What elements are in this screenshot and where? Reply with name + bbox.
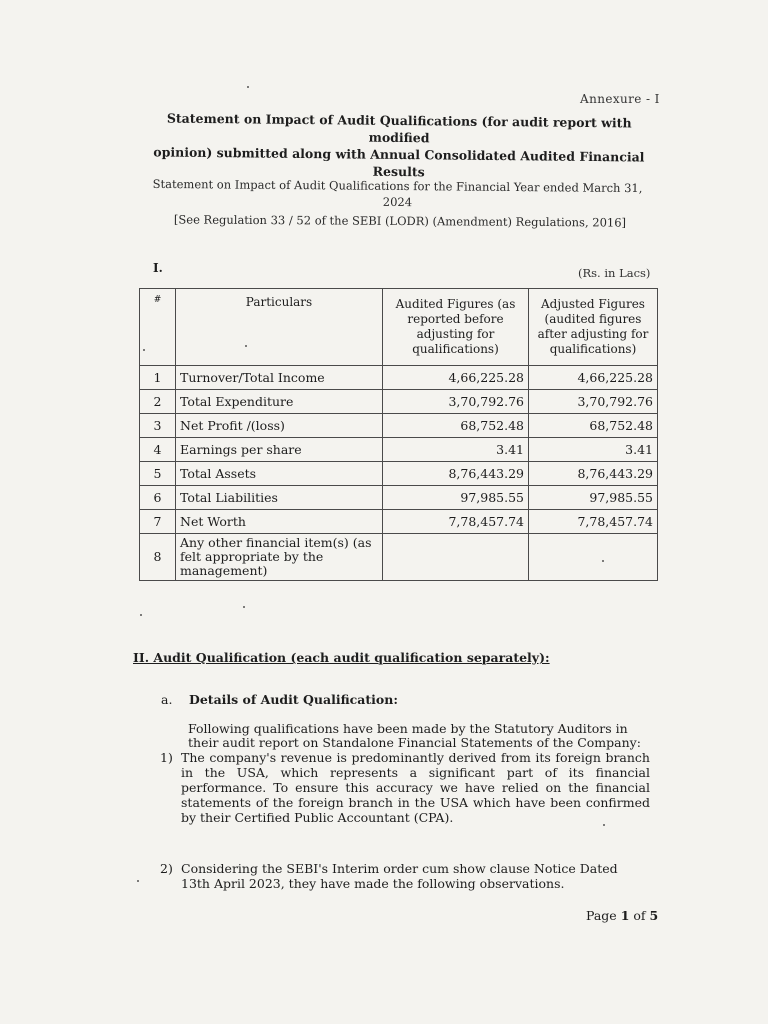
row-audited-value: 3,70,792.76 bbox=[383, 390, 529, 414]
page-prefix: Page bbox=[586, 908, 617, 923]
row-number: 6 bbox=[140, 486, 176, 510]
row-audited-value: 4,66,225.28 bbox=[383, 366, 529, 390]
financial-figures-table bbox=[139, 288, 658, 581]
row-audited-value bbox=[383, 534, 529, 581]
row-particular: Total Assets bbox=[176, 462, 383, 486]
row-adjusted-value: 4,66,225.28 bbox=[529, 366, 658, 390]
page-current: 1 bbox=[620, 908, 630, 923]
scan-speck bbox=[243, 606, 245, 608]
scan-speck bbox=[140, 614, 142, 616]
table-row bbox=[140, 414, 658, 438]
row-number: 2 bbox=[140, 390, 176, 414]
table-row bbox=[140, 534, 658, 581]
item-number: 2) bbox=[160, 861, 173, 876]
table-row bbox=[140, 486, 658, 510]
row-particular: Turnover/Total Income bbox=[176, 366, 383, 390]
row-number: 3 bbox=[140, 414, 176, 438]
subsection-a-title: Details of Audit Qualification: bbox=[189, 692, 398, 707]
row-audited-value: 97,985.55 bbox=[383, 486, 529, 510]
page-footer bbox=[586, 908, 658, 923]
scan-speck bbox=[245, 345, 247, 347]
table-row bbox=[140, 438, 658, 462]
table-row bbox=[140, 390, 658, 414]
row-adjusted-value bbox=[529, 534, 658, 581]
currency-units: (Rs. in Lacs) bbox=[578, 266, 651, 280]
row-adjusted-value: 97,985.55 bbox=[529, 486, 658, 510]
header-audited-figures: Audited Figures (as reported before adjusting for qualifications) bbox=[383, 289, 529, 366]
document-title bbox=[138, 109, 661, 182]
row-particular: Net Worth bbox=[176, 510, 383, 534]
item-text: Considering the SEBI's Interim order cum show clause Notice Dated 13th April 2023, they have made the following observations. bbox=[181, 861, 618, 891]
item-number: 1) bbox=[160, 750, 173, 765]
table-row bbox=[140, 510, 658, 534]
qualification-item-2 bbox=[160, 861, 650, 891]
subsection-a-heading bbox=[161, 692, 398, 707]
qualification-item-1 bbox=[160, 750, 650, 825]
header-adjusted-figures: Adjusted Figures (audited figures after adjusting for qualifications) bbox=[529, 289, 658, 366]
subtitle-line-2: 2024 bbox=[382, 194, 413, 210]
header-number: # bbox=[140, 289, 176, 366]
page-total: 5 bbox=[649, 908, 659, 923]
section-2-heading: II. Audit Qualification (each audit qualification separately): bbox=[133, 650, 550, 665]
item-text: The company's revenue is predominantly derived from its foreign branch in the USA, which represents a significant part of its financial performance. To ensure this accuracy we have relied on the financial statements of the foreign branch in the USA which have been confirmed by their Certified Public Accountant (CPA). bbox=[181, 750, 650, 825]
row-number: 8 bbox=[140, 534, 176, 581]
row-audited-value: 68,752.48 bbox=[383, 414, 529, 438]
row-number: 1 bbox=[140, 366, 176, 390]
row-adjusted-value: 3.41 bbox=[529, 438, 658, 462]
regulation-reference: [See Regulation 33 / 52 of the SEBI (LODR) (Amendment) Regulations, 2016] bbox=[173, 212, 627, 230]
title-line-2: opinion) submitted along with Annual Consolidated Audited Financial Results bbox=[153, 144, 645, 180]
scan-speck bbox=[247, 86, 249, 88]
section-1-label: I. bbox=[153, 261, 163, 275]
subsection-a-label: a. bbox=[161, 692, 173, 707]
row-audited-value: 3.41 bbox=[383, 438, 529, 462]
page-of: of bbox=[633, 908, 646, 923]
row-number: 4 bbox=[140, 438, 176, 462]
row-adjusted-value: 3,70,792.76 bbox=[529, 390, 658, 414]
qualification-intro: Following qualifications have been made by the Statutory Auditors in their audit report on Standalone Financial Statements of the Company: bbox=[188, 721, 641, 750]
row-adjusted-value: 8,76,443.29 bbox=[529, 462, 658, 486]
scan-speck bbox=[137, 880, 139, 882]
row-adjusted-value: 68,752.48 bbox=[529, 414, 658, 438]
table-row bbox=[140, 462, 658, 486]
row-number: 7 bbox=[140, 510, 176, 534]
annexure-label: Annexure - I bbox=[580, 92, 660, 106]
subtitle-line-1: Statement on Impact of Audit Qualifications for the Financial Year ended March 31, bbox=[152, 176, 643, 196]
row-particular: Total Expenditure bbox=[176, 390, 383, 414]
row-adjusted-value: 7,78,457.74 bbox=[529, 510, 658, 534]
scan-speck bbox=[603, 824, 605, 826]
row-particular: Total Liabilities bbox=[176, 486, 383, 510]
title-line-1: Statement on Impact of Audit Qualifications (for audit report with modified bbox=[166, 110, 632, 146]
row-audited-value: 7,78,457.74 bbox=[383, 510, 529, 534]
header-particulars: Particulars bbox=[176, 289, 383, 366]
row-particular: Earnings per share bbox=[176, 438, 383, 462]
row-particular: Net Profit /(loss) bbox=[176, 414, 383, 438]
table-header-row bbox=[140, 289, 658, 366]
table-row bbox=[140, 366, 658, 390]
row-audited-value: 8,76,443.29 bbox=[383, 462, 529, 486]
scan-speck bbox=[602, 560, 604, 562]
row-particular: Any other financial item(s) (as felt appropriate by the management) bbox=[176, 534, 383, 581]
row-number: 5 bbox=[140, 462, 176, 486]
scan-speck bbox=[143, 349, 145, 351]
statement-subtitle bbox=[145, 176, 650, 212]
